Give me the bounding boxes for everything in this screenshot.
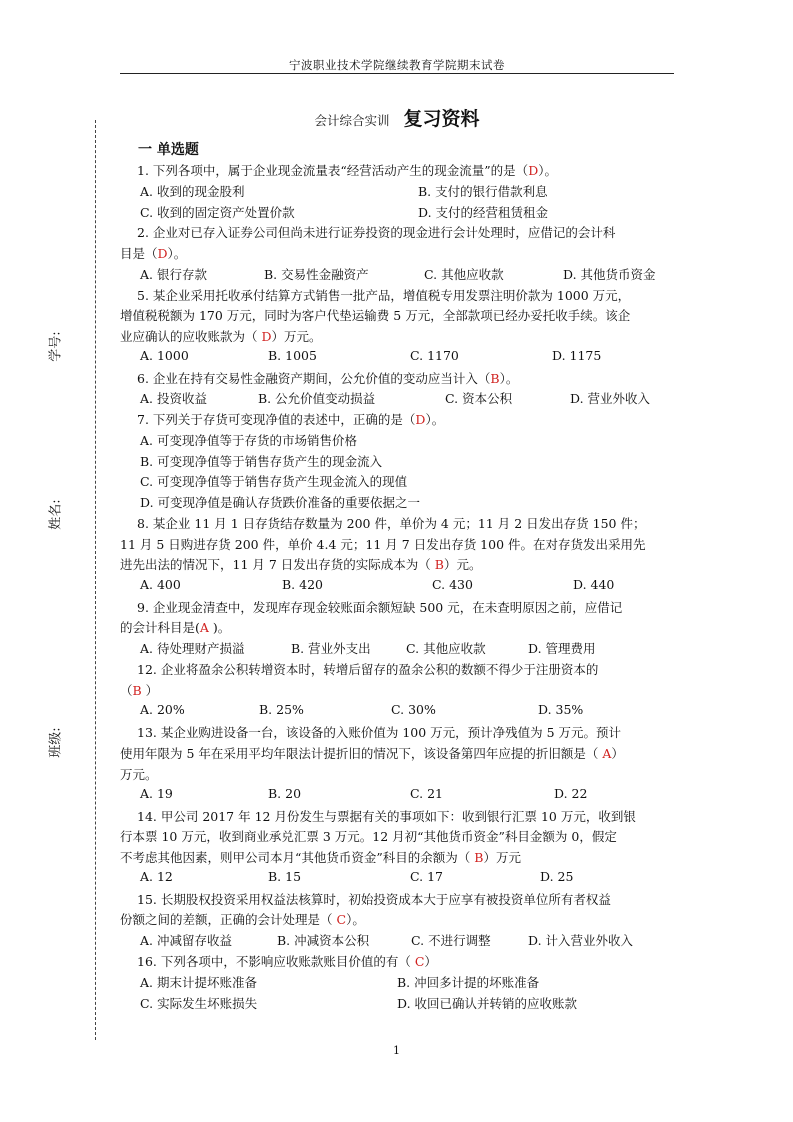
- document-title: [120, 104, 674, 131]
- option: C. 资本公积: [445, 391, 513, 406]
- option: A. 可变现净值等于存货的市场销售价格: [140, 433, 357, 448]
- answer-mark: D: [261, 329, 272, 344]
- option: A. 期末计提坏账准备: [140, 975, 257, 990]
- question-line: 16. 下列各项中，不影响应收账款账目价值的有（ C）: [137, 954, 437, 969]
- question-line: 11 月 5 日购进存货 200 件，单价 4.4 元；11 月 7 日发出存货 100 件。在对存货发出采用先: [120, 537, 646, 552]
- option: B. 支付的银行借款利息: [418, 184, 548, 199]
- option: A. 收到的现金股利: [140, 184, 245, 199]
- option: C. 30%: [391, 702, 436, 717]
- name-label: 姓名:: [48, 499, 64, 530]
- option: D. 22: [554, 786, 588, 801]
- option: B. 20: [268, 786, 302, 801]
- option: C. 实际发生坏账损失: [140, 996, 258, 1011]
- option: D. 25: [540, 869, 574, 884]
- class-label: 班级:: [48, 727, 64, 758]
- question-line: 份额之间的差额，正确的会计处理是（ C）。: [120, 912, 365, 927]
- option: A. 400: [140, 577, 181, 592]
- option: B. 15: [268, 869, 302, 884]
- option: D. 其他货币资金: [563, 267, 656, 282]
- subject-name: 会计综合实训: [314, 113, 390, 128]
- option: C. 430: [432, 577, 473, 592]
- option: D. 可变现净值是确认存货跌价准备的重要依据之一: [140, 495, 421, 510]
- answer-mark: A: [199, 620, 209, 635]
- option: C. 1170: [410, 348, 459, 363]
- question-line: 6. 企业在持有交易性金融资产期间，公允价值的变动应当计入（B）。: [137, 371, 519, 386]
- section-heading: 一 单选题: [138, 142, 199, 158]
- option: A. 冲减留存收益: [140, 933, 232, 948]
- question-line: 业应确认的应收账款为（ D）万元。: [120, 329, 322, 344]
- option: B. 1005: [268, 348, 317, 363]
- option: C. 其他应收款: [424, 267, 504, 282]
- option: D. 营业外收入: [570, 391, 651, 406]
- binding-line: [95, 120, 96, 1040]
- option: D. 支付的经营租赁租金: [418, 205, 549, 220]
- question-line: 8. 某企业 11 月 1 日存货结存数量为 200 件，单价为 4 元；11 月 2 日发出存货 150 件；: [137, 516, 646, 531]
- question-line: 5. 某企业采用托收承付结算方式销售一批产品，增值税专用发票注明价款为 1000 万元，: [137, 288, 631, 303]
- header-rule: [120, 73, 674, 74]
- option: A. 19: [140, 786, 173, 801]
- option: A. 1000: [140, 348, 189, 363]
- answer-mark: B: [434, 557, 444, 572]
- option: D. 计入营业外收入: [528, 933, 634, 948]
- answer-mark: D: [415, 412, 426, 427]
- question-line: 15. 长期股权投资采用权益法核算时，初始投资成本大于应享有被投资单位所有者权益: [137, 892, 611, 907]
- option: B. 营业外支出: [291, 641, 371, 656]
- question-line: 不考虑其他因素，则甲公司本月“其他货币资金”科目的余额为（ B）万元: [120, 850, 521, 865]
- option: B. 公允价值变动损益: [258, 391, 376, 406]
- answer-mark: A: [602, 746, 612, 761]
- question-line: 行本票 10 万元，收到商业承兑汇票 3 万元。12 月初“其他货币资金”科目金额为 0，假定: [120, 829, 617, 844]
- answer-mark: B: [132, 683, 142, 698]
- option: B. 420: [282, 577, 323, 592]
- option: C. 可变现净值等于销售存货产生现金流入的现值: [140, 474, 408, 489]
- question-line: 目是（D）。: [120, 246, 187, 261]
- answer-mark: D: [528, 163, 539, 178]
- question-line: 2. 企业对已存入证券公司但尚未进行证券投资的现金进行会计处理时，应借记的会计科: [137, 225, 616, 240]
- answer-mark: B: [490, 371, 500, 386]
- option: A. 投资收益: [140, 391, 207, 406]
- option: B. 可变现净值等于销售存货产生的现金流入: [140, 454, 383, 469]
- question-line: 13. 某企业购进设备一台，该设备的入账价值为 100 万元，预计净残值为 5 万元。预计: [137, 725, 622, 740]
- question-line: 12. 企业将盈余公积转增资本时，转增后留存的盈余公积的数额不得少于注册资本的: [137, 662, 599, 677]
- question-line: 9. 企业现金清查中，发现库存现金较账面余额短缺 500 元，在未查明原因之前，应借记: [137, 600, 623, 615]
- option: D. 1175: [552, 348, 602, 363]
- option: B. 25%: [259, 702, 304, 717]
- page-header: 宁波职业技术学院继续教育学院期末试卷: [289, 58, 505, 72]
- option: C. 收到的固定资产处置价款: [140, 205, 295, 220]
- answer-mark: D: [157, 246, 168, 261]
- option: D. 收回已确认并转销的应收账款: [397, 996, 578, 1011]
- answer-mark: C: [414, 954, 425, 969]
- question-line: 的会计科目是(A )。: [120, 620, 231, 635]
- question-line: （B ）: [120, 683, 159, 698]
- page-number: 1: [393, 1044, 400, 1057]
- option: D. 440: [573, 577, 615, 592]
- option: B. 冲回多计提的坏账准备: [397, 975, 540, 990]
- option: C. 17: [410, 869, 443, 884]
- question-line: 7. 下列关于存货可变现净值的表述中，正确的是（D）。: [137, 412, 445, 427]
- option: C. 21: [410, 786, 443, 801]
- question-line: 14. 甲公司 2017 年 12 月份发生与票据有关的事项如下：收到银行汇票 10 万元，收到银: [137, 809, 636, 824]
- option: A. 20%: [140, 702, 185, 717]
- question-line: 万元。: [120, 767, 158, 782]
- question-line: 进先出法的情况下，11 月 7 日发出存货的实际成本为（ B）元。: [120, 557, 482, 572]
- title-main: 复习资料: [403, 108, 480, 130]
- option: D. 35%: [538, 702, 584, 717]
- option: A. 待处理财产损溢: [140, 641, 245, 656]
- option: B. 交易性金融资产: [264, 267, 369, 282]
- option: B. 冲减资本公积: [277, 933, 370, 948]
- question-line: 增值税税额为 170 万元，同时为客户代垫运输费 5 万元，全部款项已经办妥托收手续。该企: [120, 308, 631, 323]
- option: D. 管理费用: [528, 641, 596, 656]
- student-id-label: 学号:: [48, 331, 64, 362]
- option: A. 12: [140, 869, 173, 884]
- answer-mark: C: [336, 912, 347, 927]
- question-line: 1. 下列各项中，属于企业现金流量表“经营活动产生的现金流量”的是（D）。: [137, 163, 557, 178]
- option: C. 其他应收款: [406, 641, 486, 656]
- option: C. 不进行调整: [411, 933, 491, 948]
- answer-mark: B: [474, 850, 484, 865]
- option: A. 银行存款: [140, 267, 207, 282]
- question-line: 使用年限为 5 年在采用平均年限法计提折旧的情况下，该设备第四年应提的折旧额是（ A）: [120, 746, 624, 761]
